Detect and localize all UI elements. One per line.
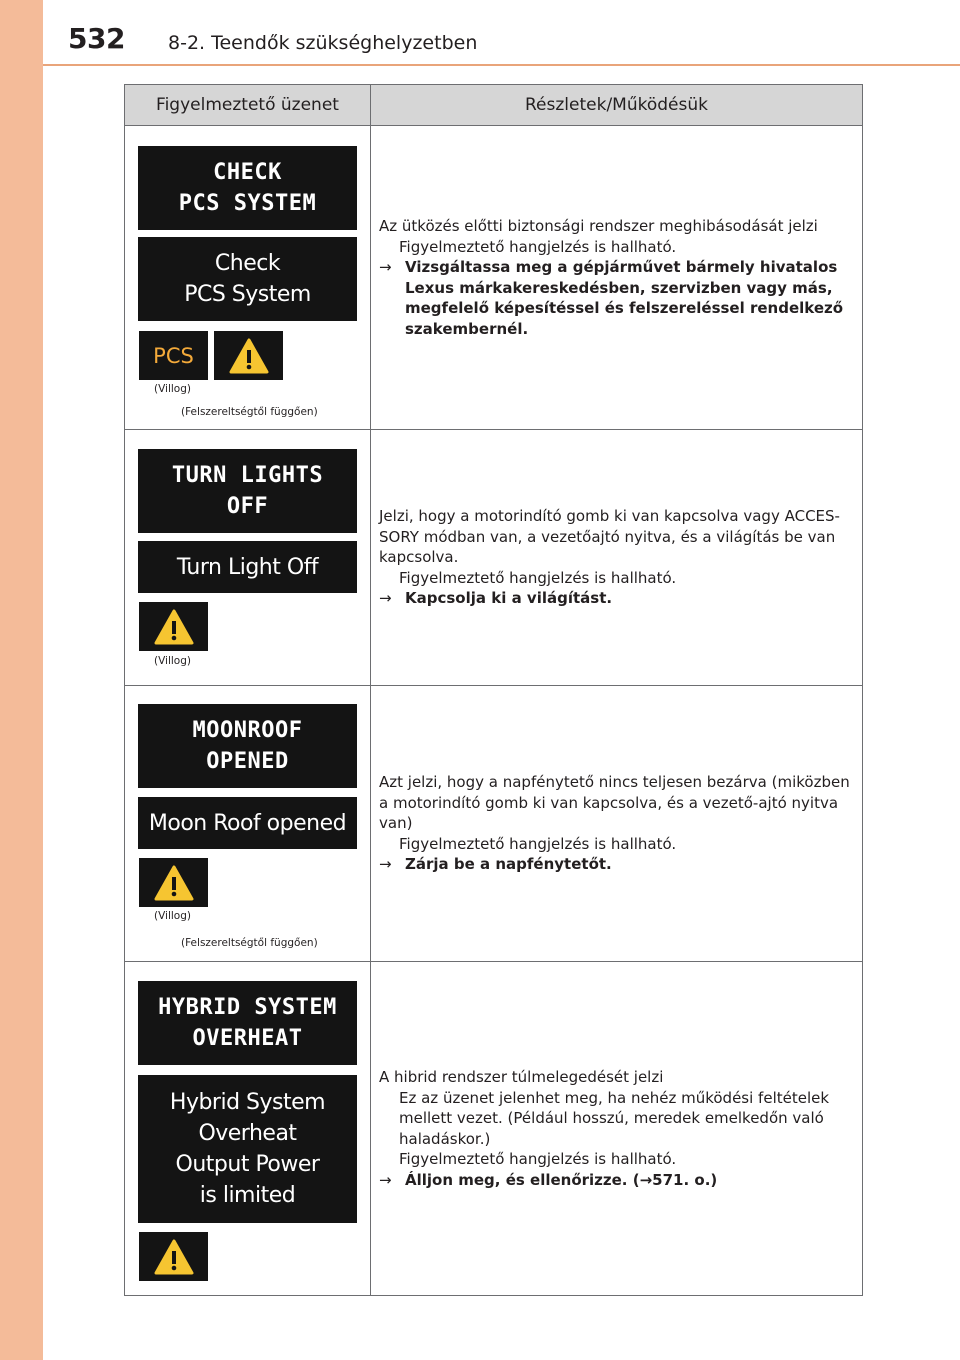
action-text: → Zárja be a napfénytetőt. [379, 855, 612, 874]
note-flashing: (Villog) [154, 910, 191, 922]
description: Jelzi, hogy a motorindító gomb ki van kapcsolva vagy ACCES-SORY módban van, a vezetőajtó nyitva, és a világítás be van kapcsolva. [379, 507, 840, 567]
message-cell [125, 126, 371, 430]
action-text: → Kapcsolja ki a világítást. [379, 589, 613, 608]
table-header-row [125, 85, 863, 126]
display-mixed: Turn Light Off [138, 541, 357, 593]
arrow-icon: → [379, 589, 392, 608]
table-row [125, 962, 863, 1296]
display-caps: TURN LIGHTS OFF [138, 449, 357, 533]
display-mixed: Hybrid System Overheat Output Power is limited [138, 1075, 357, 1223]
warning-triangle-icon [229, 338, 269, 374]
sub-note: Ez az üzenet jelenhet meg, ha nehéz működési feltételek mellett vezet. (Például hosszú, meredek emelkedőn való haladáskor.) [399, 1088, 830, 1148]
warning-indicator [139, 602, 208, 651]
details-cell [371, 686, 863, 962]
arrow-icon: → [379, 855, 392, 874]
header-rule [43, 64, 960, 66]
arrow-icon: → [379, 1170, 392, 1189]
warning-triangle-icon [154, 1239, 194, 1275]
display-caps: MOONROOF OPENED [138, 704, 357, 788]
display-mixed: Check PCS System [138, 237, 357, 321]
display-caps: CHECK PCS SYSTEM [138, 146, 357, 230]
note-equipment: (Felszereltségtől függően) [181, 406, 318, 418]
note-equipment: (Felszereltségtől függően) [181, 937, 318, 949]
section-title: 8-2. Teendők szükséghelyzetben [168, 32, 478, 54]
sub-note: Figyelmeztető hangjelzés is hallható. [399, 1150, 677, 1168]
column-header-details: Részletek/Működésük [371, 85, 863, 126]
message-cell [125, 962, 371, 1296]
description: A hibrid rendszer túlmelegedését jelzi [379, 1068, 664, 1086]
page-number: 532 [68, 22, 125, 55]
warning-indicator [139, 858, 208, 907]
note-flashing: (Villog) [154, 383, 191, 395]
details-cell [371, 962, 863, 1296]
warning-indicator [214, 331, 283, 380]
table-row [125, 430, 863, 686]
message-cell [125, 430, 371, 686]
warning-indicator [139, 1232, 208, 1281]
side-stripe [0, 0, 43, 1360]
arrow-icon: → [379, 258, 392, 276]
sub-note: Figyelmeztető hangjelzés is hallható. [399, 834, 677, 853]
table-row [125, 126, 863, 430]
action-text: → Álljon meg, és ellenőrizze. (→571. o.) [379, 1170, 718, 1189]
pcs-indicator-label: PCS [153, 343, 194, 368]
warning-triangle-icon [154, 609, 194, 645]
warning-triangle-icon [154, 865, 194, 901]
pcs-indicator [139, 331, 208, 380]
description: Az ütközés előtti biztonsági rendszer meghibásodását jelzi [379, 217, 818, 235]
details-cell [371, 126, 863, 430]
description: Azt jelzi, hogy a napfénytető nincs teljesen bezárva (miközben a motorindító gomb ki van kapcsolva, és a vezető-ajtó nyitva van) [379, 773, 850, 833]
sub-note: Figyelmeztető hangjelzés is hallható. [399, 568, 677, 587]
message-cell [125, 686, 371, 962]
details-cell [371, 430, 863, 686]
display-mixed: Moon Roof opened [138, 797, 357, 849]
column-header-message: Figyelmeztető üzenet [125, 85, 371, 126]
note-flashing: (Villog) [154, 655, 191, 667]
action-text: → Vizsgáltassa meg a gépjárművet bármely hivatalos Lexus márkakereskedésben, szervizben vagy más, megfelelő képesítéssel és felszereléssel rendelkező szakembernél. [379, 258, 844, 338]
display-caps: HYBRID SYSTEM OVERHEAT [138, 981, 357, 1065]
sub-note: Figyelmeztető hangjelzés is hallható. [399, 237, 677, 256]
table-row [125, 686, 863, 962]
warning-message-table [124, 84, 863, 1296]
